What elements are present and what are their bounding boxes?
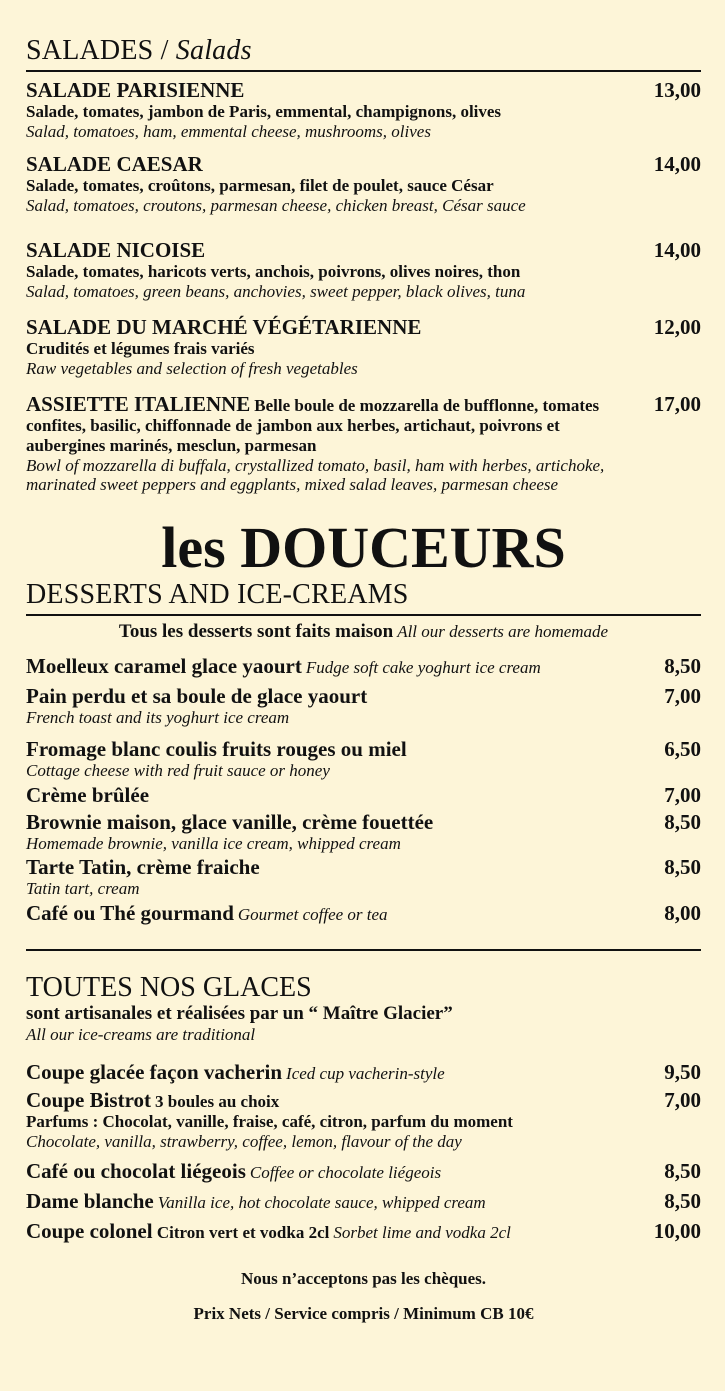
item-price: 8,50 [664,1189,701,1213]
item-desc-en: French toast and its yoghurt ice cream [26,708,290,727]
item-name: Coupe Bistrot [26,1088,152,1112]
item-price: 7,00 [664,783,701,807]
item-name: Moelleux caramel glace yaourt [26,654,302,678]
item-desc-en: Cottage cheese with red fruit sauce or honey [26,761,330,780]
item-price: 8,50 [664,810,701,834]
menu-item [26,684,701,727]
item-name: Tarte Tatin, crème fraiche [26,855,260,879]
item-price: 17,00 [653,392,701,416]
glaces-list [26,1060,701,1243]
footer-no-cheques: Nous n’acceptons pas les chèques. [240,1269,487,1288]
item-name: Coupe glacée façon vacherin [26,1060,283,1084]
item-price: 14,00 [653,238,701,262]
salads-heading [26,36,701,72]
menu-item [26,78,701,141]
dessert-list [26,654,701,925]
item-desc-en: Sorbet lime and vodka 2cl [333,1223,511,1242]
douceurs-title [26,515,701,580]
item-desc-fr-inline: Citron vert et vodka 2cl [152,1223,330,1242]
salads-heading-en: Salads [175,35,252,66]
item-price: 10,00 [653,1219,701,1243]
item-desc-fr: Crudités et légumes frais variés [26,339,255,358]
item-name: ASSIETTE ITALIENNE [26,392,251,416]
item-desc-en: Raw vegetables and selection of fresh vegetables [26,359,358,378]
glaces-sub-en: All our ice-creams are traditional [26,1025,256,1044]
item-name: Coupe colonel [26,1219,153,1243]
item-price: 7,00 [664,684,701,708]
item-price: 8,50 [664,654,701,678]
item-desc-fr: Salade, tomates, haricots verts, anchois, poivrons, olives noires, thon [26,262,521,281]
item-price: 9,50 [664,1060,701,1084]
salads-heading-fr: SALADES / [26,35,169,66]
desserts-heading: DESSERTS AND ICE-CREAMS [26,580,701,616]
item-desc-fr: Salade, tomates, croûtons, parmesan, filet de poulet, sauce César [26,176,494,195]
item-price: 8,00 [664,901,701,925]
item-desc-en: Coffee or chocolate liégeois [249,1163,442,1182]
item-desc-en: Salad, tomatoes, croutons, parmesan cheese, chicken breast, César sauce [26,196,526,215]
desserts-intro-en: All our desserts are homemade [397,622,609,641]
item-name: Crème brûlée [26,783,150,807]
item-name: Café ou chocolat liégeois [26,1159,246,1183]
item-desc-en: Bowl of mozzarella di buffala, crystallized tomato, basil, ham with herbes, artichoke, marinated sweet peppers and eggplants, mixed salad leaves, parmesan cheese [26,456,605,494]
menu-item [26,238,701,301]
item-desc-fr-inline: 3 boules au choix [155,1092,280,1111]
item-name: Brownie maison, glace vanille, crème fouettée [26,810,434,834]
douceurs-title-low: les [161,515,226,580]
item-price: 14,00 [653,152,701,176]
item-name: SALADE NICOISE [26,238,206,262]
item-price: 8,50 [664,1159,701,1183]
item-desc-en: Iced cup vacherin-style [286,1064,445,1083]
item-desc-en: Salad, tomatoes, green beans, anchovies, sweet pepper, black olives, tuna [26,282,526,301]
footer-terms: Prix Nets / Service compris / Minimum CB 10€ [193,1304,534,1323]
item-name: SALADE PARISIENNE [26,78,245,102]
desserts-intro-fr: Tous les desserts sont faits maison [118,621,394,642]
item-price: 6,50 [664,737,701,761]
item-name: Fromage blanc coulis fruits rouges ou miel [26,737,407,761]
item-desc-en: Fudge soft cake yoghurt ice cream [305,658,541,677]
item-desc-fr: Parfums : Chocolat, vanille, fraise, café, citron, parfum du moment [26,1112,513,1131]
item-desc-en: Tatin tart, cream [26,879,140,898]
menu-item [26,737,701,780]
item-name: Pain perdu et sa boule de glace yaourt [26,684,368,708]
menu-item [26,810,701,853]
item-price: 7,00 [664,1088,701,1112]
item-desc-fr: Belle boule de mozzarella de bufflonne, tomates confites, basilic, chiffonnade de jambon aux herbes, artichaut, poivrons et aubergines marinés, mesclun, parmesan [26,396,600,455]
menu-item [26,901,701,925]
menu-item [26,1219,701,1243]
douceurs-title-caps: DOUCEURS [240,515,566,580]
item-name: Dame blanche [26,1189,154,1213]
item-price: 8,50 [664,855,701,879]
item-desc-fr: Salade, tomates, jambon de Paris, emmental, champignons, olives [26,102,502,121]
glaces-heading: TOUTES NOS GLACES [26,972,312,1003]
section-divider [26,949,701,951]
menu-item [26,1060,701,1084]
menu-item [26,1088,701,1151]
desserts-intro [26,622,701,642]
menu-page [26,0,701,1324]
glaces-sub-fr: sont artisanales et réalisées par un “ Maître Glacier” [26,1003,453,1024]
menu-item [26,783,701,807]
menu-item [26,392,701,494]
item-name: SALADE DU MARCHÉ VÉGÉTARIENNE [26,315,422,339]
menu-item [26,315,701,378]
item-name: SALADE CAESAR [26,152,203,176]
menu-item [26,1189,701,1213]
menu-item [26,1159,701,1183]
item-name: Café ou Thé gourmand [26,901,234,925]
item-desc-en: Chocolate, vanilla, strawberry, coffee, lemon, flavour of the day [26,1132,462,1151]
item-desc-en: Vanilla ice, hot chocolate sauce, whipped cream [157,1193,486,1212]
item-desc-en: Salad, tomatoes, ham, emmental cheese, mushrooms, olives [26,122,431,141]
item-desc-en: Gourmet coffee or tea [237,905,388,924]
item-price: 13,00 [653,78,701,102]
menu-item [26,654,701,678]
item-price: 12,00 [653,315,701,339]
item-desc-en: Homemade brownie, vanilla ice cream, whipped cream [26,834,401,853]
menu-item [26,855,701,898]
menu-item [26,152,701,215]
